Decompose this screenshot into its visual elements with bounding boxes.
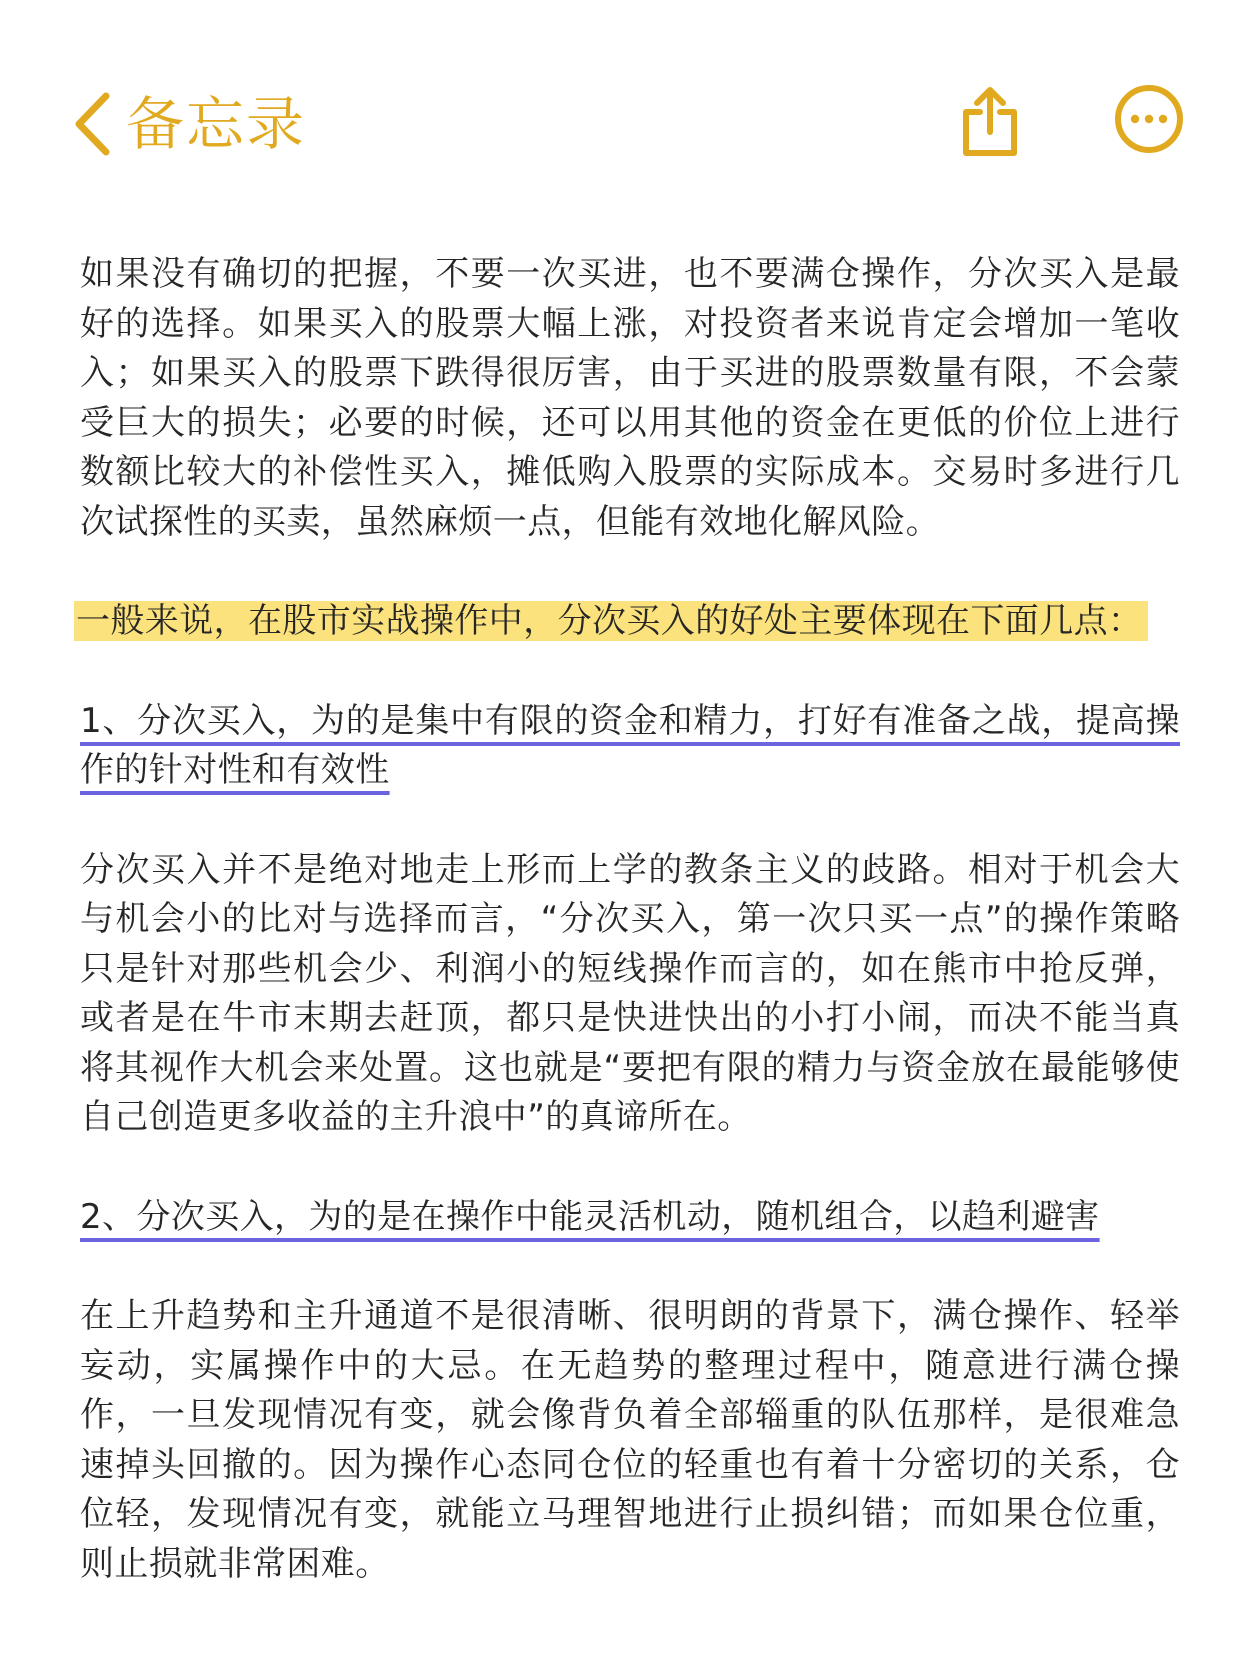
- highlighted-paragraph: [76, 597, 1180, 647]
- navigation-bar: [0, 0, 1242, 200]
- share-icon: [960, 86, 1020, 158]
- note-paragraph: 分次买入并不是绝对地走上形而上学的教条主义的歧路。相对于机会大与机会小的比对与选择而言，“分次买入，第一次只买一点”的操作策略只是针对那些机会少、利润小的短线操作而言的，如在熊市中抢反弹，或者是在牛市末期去赶顶，都只是快进快出的小打小闹，而决不能当真将其视作大机会来处置。这也就是“要把有限的精力与资金放在最能够使自己创造更多收益的主升浪中”的真谛所在。: [80, 849, 1180, 1137]
- underlined-text: 2、分次买入，为的是在操作中能灵活机动，随机组合，以趋利避害: [80, 1196, 1100, 1237]
- note-paragraph: 在上升趋势和主升通道不是很清晰、很明朗的背景下，满仓操作、轻举妄动，实属操作中的大忌。在无趋势的整理过程中，随意进行满仓操作，一旦发现情况有变，就会像背负着全部辎重的队伍那样，是很难急速掉头回撤的。因为操作心态同仓位的轻重也有着十分密切的关系，仓位轻，发现情况有变，就能立马理智地进行止损纠错；而如果仓位重，则止损就非常困难。: [80, 1296, 1180, 1584]
- more-button[interactable]: [1114, 84, 1184, 154]
- note-paragraph: 如果没有确切的把握，不要一次买进，也不要满仓操作，分次买入是最好的选择。如果买入的股票大幅上涨，对投资者来说肯定会增加一笔收入；如果买入的股票下跌得很厉害，由于买进的股票数量有限，不会蒙受巨大的损失；必要的时候，还可以用其他的资金在更低的价位上进行数额比较大的补偿性买入，摊低购入股票的实际成本。交易时多进行几次试探性的买卖，虽然麻烦一点，但能有效地化解风险。: [80, 254, 1180, 542]
- more-icon: [1114, 84, 1184, 154]
- underlined-heading-2: [80, 1193, 1180, 1243]
- share-button[interactable]: [960, 86, 1020, 158]
- note-body[interactable]: [76, 250, 1180, 1589]
- chevron-left-icon: [72, 91, 112, 157]
- highlighted-text: 一般来说，在股市实战操作中，分次买入的好处主要体现在下面几点：: [74, 601, 1148, 641]
- back-button[interactable]: [72, 84, 306, 164]
- underlined-text: 1、分次买入，为的是集中有限的资金和精力，打好有准备之战，提高操作的针对性和有效性: [80, 700, 1180, 790]
- back-button-label: 备忘录: [126, 90, 307, 158]
- underlined-heading-1: [80, 697, 1180, 796]
